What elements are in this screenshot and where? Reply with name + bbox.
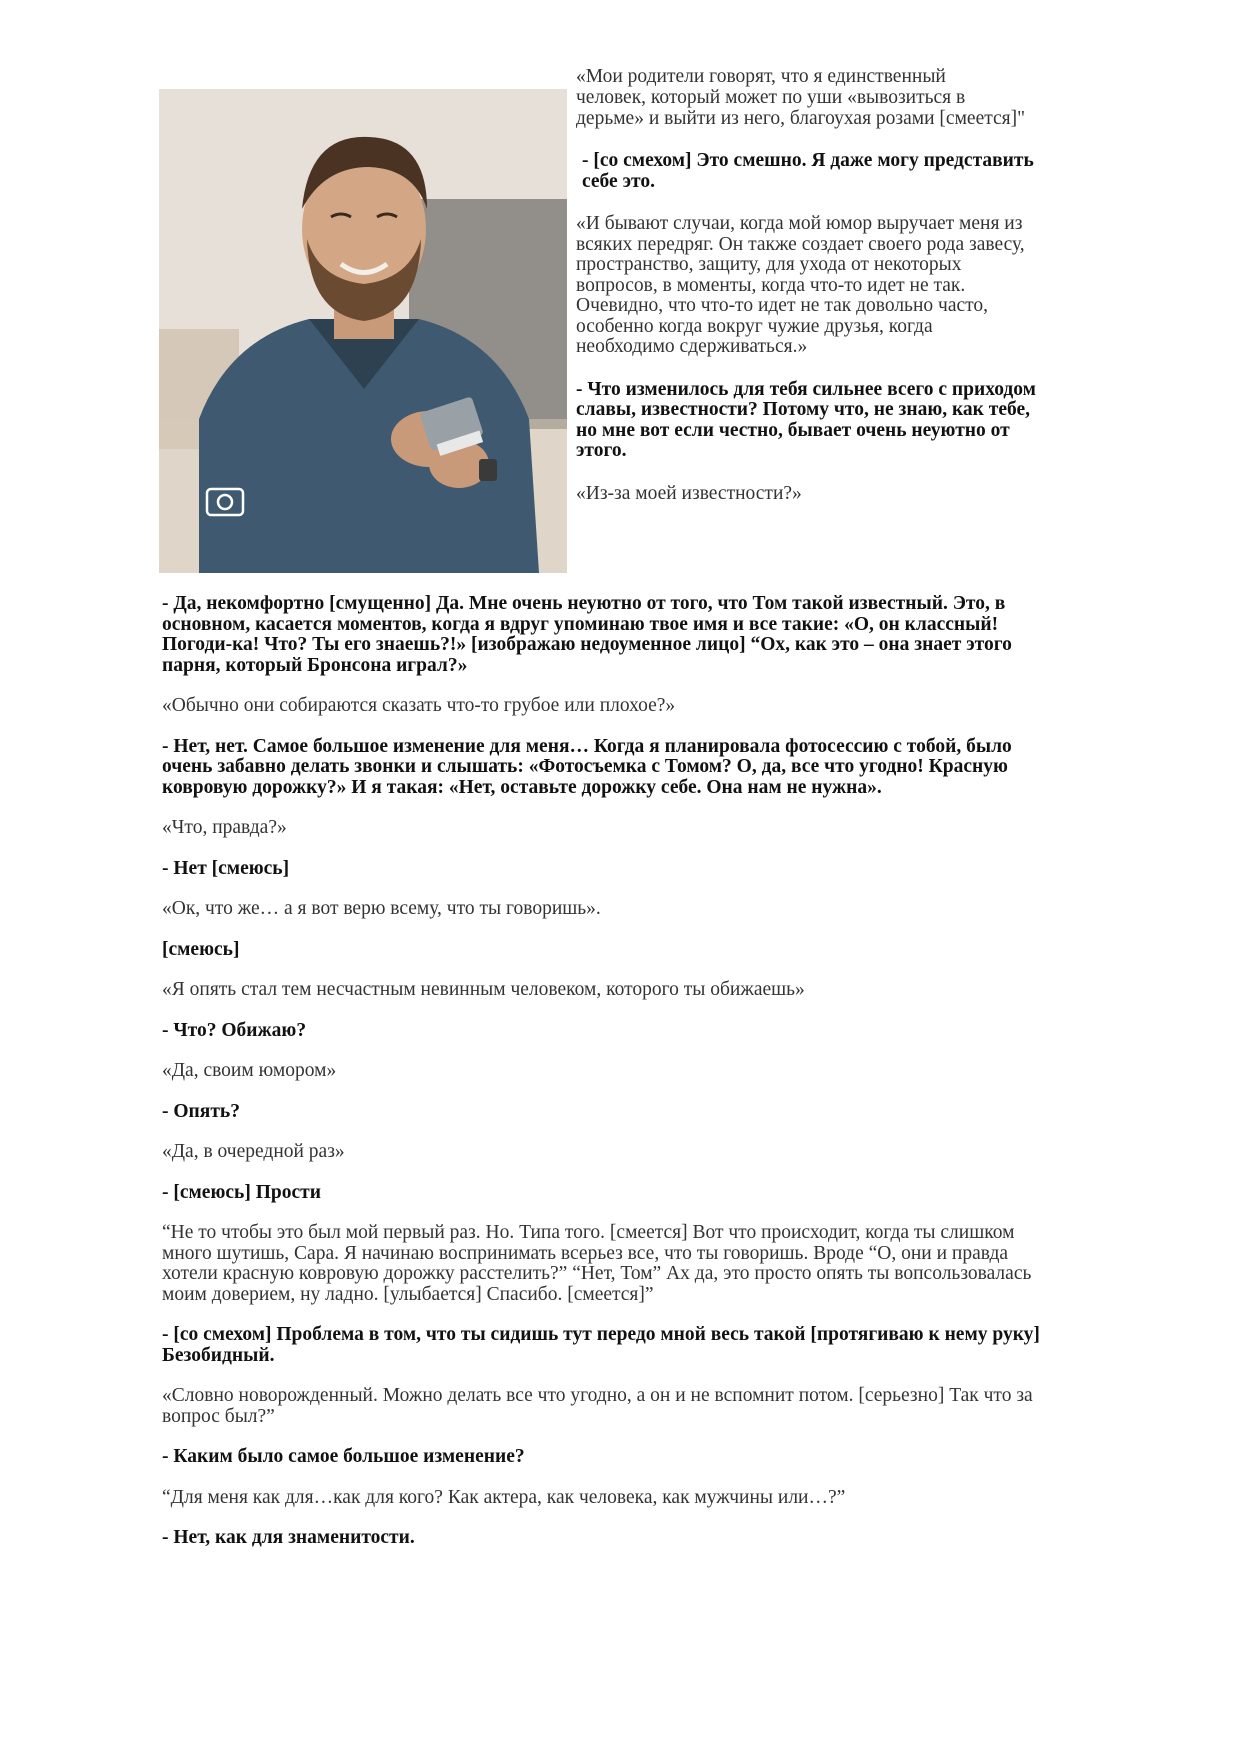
- answer-paragraph: «Словно новорожденный. Можно делать все что угодно, а он и не вспомнит потом. [серьезно] Так что за вопрос был?”: [162, 1385, 1033, 1427]
- question-paragraph: - Нет, как для знаменитости.: [162, 1527, 415, 1548]
- question-paragraph: - Каким было самое большое изменение?: [162, 1446, 525, 1467]
- interview-photo: [159, 89, 567, 573]
- answer-paragraph: «И бывают случаи, когда мой юмор выручает меня из всяких передряг. Он также создает своего рода завесу, пространство, защиту, для ухода от некоторых вопросов, в моменты, когда что-то идет не так. Очевидно, что что-то идет не так довольно часто, особенно когда вокруг чужие друзья, когда необходимо сдерживаться.»: [576, 213, 1025, 357]
- answer-paragraph: «Я опять стал тем несчастным невинным человеком, которого ты обижаешь»: [162, 979, 805, 1000]
- answer-paragraph: «Из-за моей известности?»: [576, 482, 802, 504]
- answer-paragraph: «Что, правда?»: [162, 817, 287, 838]
- question-paragraph: [смеюсь]: [162, 938, 240, 960]
- answer-paragraph: “Не то чтобы это был мой первый раз. Но. Типа того. [смеется] Вот что происходит, когда ты слишком много шутишь, Сара. Я начинаю воспринимать всерьез все, что ты говоришь. Вроде “О, они и правда хотели красную ковровую дорожку расстелить?” “Нет, Том” Ах да, это просто опять ты вопсользовалась моим доверием, ну ладно. [улыбается] Спасибо. [смеется]”: [162, 1222, 1032, 1305]
- answer-paragraph: «Обычно они собираются сказать что-то грубое или плохое?»: [162, 695, 676, 716]
- question-paragraph: - Да, некомфортно [смущенно] Да. Мне очень неуютно от того, что Том такой известный. Это, в основном, касается моментов, когда я вдруг упоминаю твое имя и все такие: «О, он классный! Погоди-ка! Что? Ты его знаешь?!» [изображаю недоуменное лицо] “Ох, как это – она знает этого парня, который Бронсона играл?»: [162, 593, 1012, 676]
- question-paragraph: - Что? Обижаю?: [162, 1019, 307, 1041]
- question-paragraph: - [со смехом] Проблема в том, что ты сидишь тут передо мной весь такой [протягиваю к нему руку] Безобидный.: [162, 1324, 1040, 1366]
- question-paragraph: - [со смехом] Это смешно. Я даже могу представить себе это.: [582, 150, 1034, 192]
- question-paragraph: - Нет [смеюсь]: [162, 857, 290, 879]
- portrait-illustration: [159, 89, 567, 573]
- answer-paragraph: человек, который может по уши «вывозиться в дерьме» и выйти из него, благоухая розами [смеется]": [576, 87, 1026, 129]
- answer-paragraph: «Да, своим юмором»: [162, 1060, 337, 1081]
- question-paragraph: - [смеюсь] Прости: [162, 1181, 321, 1203]
- cut-off-line: «Мои родители говорят, что я единственный: [576, 66, 946, 87]
- answer-paragraph: «Ок, что же… а я вот верю всему, что ты говоришь».: [162, 898, 601, 919]
- question-paragraph: - Нет, нет. Самое большое изменение для меня… Когда я планировала фотосессию с тобой, было очень забавно делать звонки и слышать: «Фотосъемка с Томом? О, да, все что угодно! Красную ковровую дорожку?» И я такая: «Нет, оставьте дорожку себе. Она нам не нужна».: [162, 735, 1012, 798]
- right-column-text: [576, 66, 1036, 504]
- question-paragraph: - Опять?: [162, 1100, 240, 1122]
- answer-paragraph: “Для меня как для…как для кого? Как актера, как человека, как мужчины или…?”: [162, 1486, 846, 1508]
- question-paragraph: - Что изменилось для тебя сильнее всего с приходом славы, известности? Потому что, не знаю, как тебе, но мне вот если честно, бывает очень неуютно от этого.: [576, 378, 1036, 461]
- answer-paragraph: «Да, в очередной раз»: [162, 1141, 345, 1162]
- main-text-body: [162, 594, 1042, 1549]
